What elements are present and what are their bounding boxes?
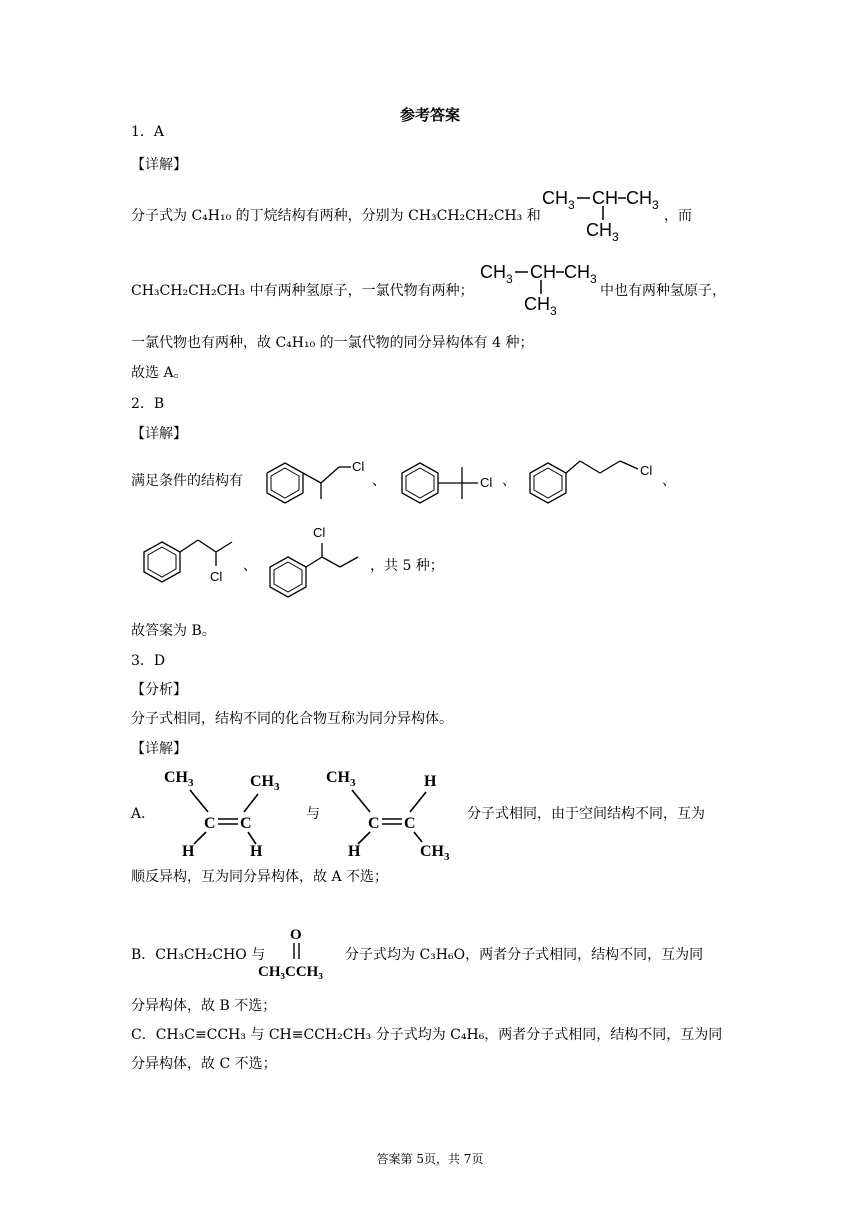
acetone-structure [254,922,340,984]
svg-text:C: C [404,815,416,832]
q3-b-label: B．CH₃CH₂CHO 与 [131,947,266,963]
svg-text:CH₃CCH₃: CH₃CCH₃ [258,964,323,980]
svg-text:O: O [290,927,302,943]
page-footer: 答案第 5页，共 7页 [376,1152,484,1166]
svg-text:CH: CH [530,262,556,282]
q1-conclusion: 故选 A。 [131,365,188,381]
q3-analysis-tag: 【分析】 [131,682,187,698]
svg-text:Cl: Cl [210,569,223,584]
svg-text:C: C [204,815,216,832]
svg-text:CH3: $CH_3$ [326,769,356,789]
q2-structure-2 [390,453,502,513]
q2-sep4: 、 [243,558,257,574]
cis-2-butene-structure [160,764,300,860]
q2-structure-1 [255,453,373,513]
q1-line2-b: 中也有两种氢原子， [600,283,726,299]
q2-sep2: 、 [502,473,516,489]
svg-text:H: H [424,773,437,790]
q3-detail-tag: 【详解】 [131,741,187,757]
svg-text:H: H [182,843,195,860]
q2-detail-tag: 【详解】 [131,426,187,442]
svg-text:H: H [250,843,263,860]
q1-line1-a: 分子式为 C₄H₁₀ 的丁烷结构有两种，分别为 CH₃CH₂CH₂CH₃ 和 [131,208,541,224]
svg-text:CH3: $CH_3$ [480,262,513,286]
isobutane-structure-1 [540,184,665,246]
svg-text:CH3: $CH_3$ [250,773,280,793]
q3-number: 3．D [131,653,166,669]
q3-a-label: A． [131,806,156,822]
svg-text:CH: CH [592,188,618,208]
q1-line1-b: ，而 [664,208,692,224]
q2-structure-4 [132,528,244,592]
q1-number: 1．A [131,124,165,140]
q2-lead: 满足条件的结构有 [131,473,243,489]
svg-text:CH3: $CH_3$ [524,294,557,318]
q2-conclusion: 故答案为 B。 [131,623,216,639]
q3-b-text: 分子式均为 C₃H₆O，两者分子式相同，结构不同，互为同 [345,947,704,963]
q2-number: 2．B [131,396,165,412]
svg-text:CH3: $CH_3$ [564,262,597,286]
svg-text:CH3: $CH_3$ [586,220,619,244]
svg-text:Cl: Cl [352,459,365,474]
q3-a-text: 分子式相同，由于空间结构不同，互为 [467,806,705,822]
q3-analysis: 分子式相同，结构不同的化合物互称为同分异构体。 [131,711,453,727]
svg-text:CH3: $CH_3$ [164,769,194,789]
q3-b-text2: 分异构体，故 B 不选； [131,998,277,1014]
svg-text:H: H [348,843,361,860]
q2-sep3: 、 [662,473,676,489]
q1-detail-tag: 【详解】 [131,157,187,173]
q2-sep1: 、 [372,473,386,489]
page-title: 参考答案 [399,106,460,124]
svg-text:C: C [368,815,380,832]
q2-tail: ，共 5 种； [370,558,444,574]
q3-a-with: 与 [306,806,320,822]
q1-line2-a: CH₃CH₂CH₂CH₃ 中有两种氢原子，一氯代物有两种； [131,283,474,299]
q1-line3: 一氯代物也有两种，故 C₄H₁₀ 的一氯代物的同分异构体有 4 种； [131,335,534,351]
svg-text:Cl: Cl [640,463,653,478]
trans-2-butene-structure [322,764,462,860]
isobutane-structure-2 [478,258,603,320]
svg-text:CH3: $CH_3$ [420,843,450,860]
svg-text:CH3: $CH_3$ [542,188,575,212]
svg-text:Cl: Cl [313,525,326,540]
q3-a-text2: 顺反异构，互为同分异构体，故 A 不选； [131,869,389,885]
q2-structure-5 [258,523,370,607]
q3-c-text2: 分异构体，故 C 不选； [131,1056,277,1072]
svg-text:CH3: $CH_3$ [626,188,659,212]
q2-structure-3 [518,453,664,513]
svg-text:C: C [240,815,252,832]
q3-c-text: C．CH₃C≡CCH₃ 与 CH≡CCH₂CH₃ 分子式均为 C₄H₆，两者分子式相同，结构不同，互为同 [131,1027,723,1043]
svg-text:Cl: Cl [480,475,493,490]
